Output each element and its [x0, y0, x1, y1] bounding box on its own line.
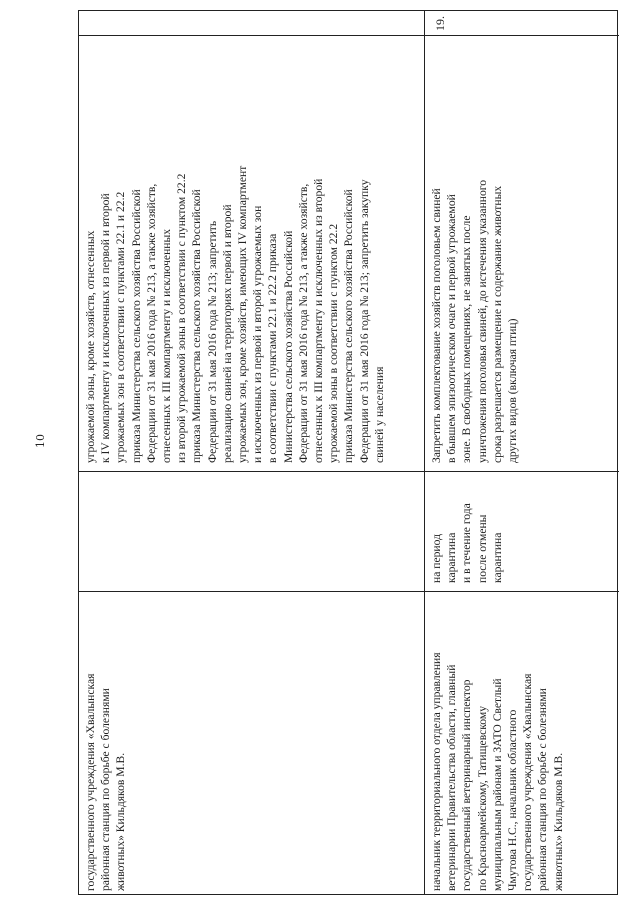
row-19-number: 19. [433, 16, 447, 31]
column-divider-term [79, 591, 619, 592]
row-19-responsible-cell [429, 599, 614, 891]
row-19-responsible-text: начальник территориального отдела управления ветеринарии Правительства области, главный государственный ветеринарный инспектор по Красноармейскому, Татищевскому муниципальным районам и ЗАТО Светлый Чмутова Н.С., начальник областного государственного учреждения «Хвалынская районная станция по борьбе с болезнями животных» Кильдяков М.В. [430, 652, 565, 891]
column-divider-number [79, 35, 619, 36]
column-divider-measure [79, 471, 619, 472]
row-divider [424, 11, 425, 894]
page-number [34, 434, 47, 448]
row-19-number-cell [429, 15, 449, 31]
row-19-term-cell [429, 473, 519, 583]
page-number-text: 10 [34, 434, 47, 448]
row-1-responsible-text: государственного учреждения «Хвалынская районная станция по борьбе с болезнями животных» Кильдяков М.В. [84, 673, 128, 891]
row-1-responsible-cell [83, 599, 421, 891]
row-1-measure-cell [83, 38, 421, 463]
measures-table [78, 10, 618, 895]
row-19-term-text: на период карантина и в течение года после отмены карантина [430, 503, 504, 583]
row-19-measure-text: Запретить комплектование хозяйств поголовьем свиней в бывшем эпизоотическом очаге и первой угрожаемой зоне. В свободных помещениях, не занятых после уничтожения поголовья свиней, до истечения указанного срока разрешается размещение и содержание животных других видов (включая птиц) [430, 179, 520, 463]
row-19-measure-cell [429, 38, 614, 463]
row-1-measure-text: угрожаемой зоны, кроме хозяйств, отнесенных к IV компартменту и исключенных из первой и второй угрожаемых зон в соответствии с пунктами 22.1 и 22.2 приказа Министерства сельского хозяйства Российской Федерации от 31 мая 2016 года № 213, а также хозяйств, отнесенных к III компартменту и исключенных из второй угрожаемой зоны в соответствии с пунктом 22.2 приказа Министерства сельского хозяйства Российской Федерации от 31 мая 2016 года № 213; запретить реализацию свиней на территориях первой и второй угрожаемых зон, кроме хозяйств, имеющих IV компартмент и исключенных из первой и второй угрожаемых зон в соответствии с пунктами 22.1 и 22.2 приказа Министерства сельского хозяйства Российской Федерации от 31 мая 2016 года № 213, а также хозяйств, отнесенных к III компартменту и исключенных из второй угрожаемой зоны в соответствии с пунктом 22.2 приказа Министерства сельского хозяйства Российской Федерации от 31 мая 2016 года № 213; запретить закупку свиней у населения [84, 165, 386, 463]
